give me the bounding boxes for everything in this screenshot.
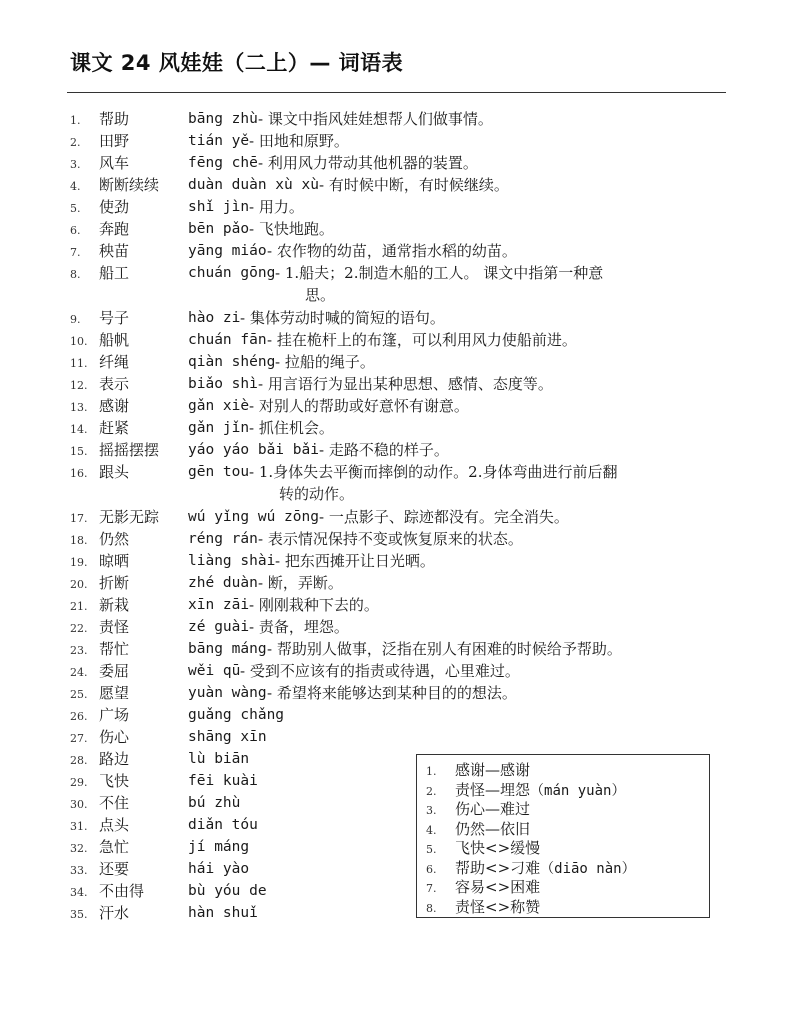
entry-number: 20. — [70, 578, 88, 591]
entry-number: 4. — [70, 180, 81, 193]
entry-definition: - 课文中指风娃娃想帮人们做事情。 — [258, 110, 493, 128]
entry-pinyin: shāng xīn — [188, 729, 267, 745]
entry-number: 27. — [70, 732, 88, 745]
entry-number: 18. — [70, 534, 88, 547]
entry-word: 使劲 — [99, 198, 130, 216]
title-divider — [67, 92, 726, 93]
pair-words: 伤心—难过 — [455, 800, 531, 818]
entry-word: 帮忙 — [99, 640, 130, 658]
pair-number: 5. — [426, 843, 437, 856]
entry-word: 还要 — [99, 860, 130, 878]
entry-pinyin: diǎn tóu — [188, 817, 258, 833]
pair-text — [455, 877, 540, 897]
entry-word: 奔跑 — [99, 220, 130, 238]
entry-number: 1. — [70, 114, 81, 127]
entry-number: 26. — [70, 710, 88, 723]
entry-pinyin: yāng miáo — [188, 243, 267, 259]
pair-pinyin: （diāo nàn） — [540, 860, 636, 877]
entry-definition: - 1.船夫；2.制造木船的工人。 课文中指第一种意 — [275, 264, 604, 282]
entry-definition: - 一点影子、踪迹都没有。完全消失。 — [319, 508, 569, 526]
entry-number: 5. — [70, 202, 81, 215]
entry-definition: - 刚刚栽种下去的。 — [249, 596, 379, 614]
entry-word: 无影无踪 — [99, 508, 160, 526]
entry-pinyin: shǐ jìn — [188, 199, 250, 215]
pair-text — [455, 819, 530, 839]
pair-number: 1. — [426, 765, 437, 778]
pair-pinyin: （mán yuàn） — [530, 782, 626, 799]
entry-number: 24. — [70, 666, 88, 679]
synonym-antonym-box — [416, 754, 710, 918]
pair-number: 6. — [426, 862, 437, 876]
entry-pinyin: wú yǐng wú zōng — [188, 509, 319, 525]
entry-word: 委屈 — [99, 662, 130, 680]
entry-number: 12. — [70, 379, 88, 392]
entry-definition: - 抓住机会。 — [249, 419, 334, 437]
entry-pinyin: bù yóu de — [188, 883, 267, 899]
pair-number: 4. — [426, 823, 437, 837]
entry-word: 纤绳 — [99, 353, 130, 371]
entry-pinyin: wěi qū — [188, 663, 241, 679]
entry-word: 急忙 — [99, 838, 130, 856]
entry-definition: - 田地和原野。 — [249, 132, 349, 150]
entry-number: 29. — [70, 776, 88, 789]
entry-number: 22. — [70, 622, 88, 635]
entry-definition: - 利用风力带动其他机器的装置。 — [258, 154, 478, 172]
entry-definition: - 用力。 — [249, 198, 304, 216]
entry-pinyin: xīn zāi — [188, 597, 250, 613]
entry-number: 7. — [70, 246, 81, 259]
entry-pinyin: bú zhù — [188, 795, 241, 811]
entry-pinyin: hàn shuǐ — [188, 905, 258, 921]
entry-word: 风车 — [99, 154, 130, 172]
entry-word: 帮助 — [99, 110, 130, 128]
entry-number: 19. — [70, 556, 88, 569]
entry-definition: - 表示情况保持不变或恢复原来的状态。 — [258, 530, 523, 548]
pair-words: 责怪—埋怨 — [455, 780, 531, 799]
entry-number: 3. — [70, 158, 81, 171]
entry-pinyin: bāng zhù — [188, 111, 258, 127]
entry-word: 摇摇摆摆 — [99, 441, 160, 459]
entry-pinyin: tián yě — [188, 133, 250, 149]
pair-text — [455, 858, 636, 879]
pair-text — [455, 838, 540, 858]
entry-definition-continued: 转的动作。 — [279, 485, 355, 503]
entry-definition: - 有时候中断，有时候继续。 — [319, 176, 509, 194]
entry-word: 伤心 — [99, 728, 130, 746]
entry-pinyin: gǎn jǐn — [188, 420, 250, 436]
entry-pinyin: gēn tou — [188, 464, 250, 480]
entry-number: 8. — [70, 268, 81, 281]
entry-word: 广场 — [99, 706, 130, 724]
entry-pinyin: fēi kuài — [188, 773, 258, 789]
entry-pinyin: hái yào — [188, 861, 250, 877]
entry-number: 9. — [70, 313, 81, 326]
pair-text — [455, 780, 625, 801]
entry-word: 田野 — [99, 132, 130, 150]
entry-pinyin: lù biān — [188, 751, 250, 767]
entry-word: 秧苗 — [99, 242, 130, 260]
entry-word: 表示 — [99, 375, 130, 393]
entry-pinyin: liàng shài — [188, 553, 276, 569]
entry-number: 2. — [70, 136, 81, 149]
entry-number: 30. — [70, 798, 88, 811]
entry-number: 21. — [70, 600, 88, 613]
pair-words: 仍然—依旧 — [455, 819, 531, 838]
pair-words: 感谢—感谢 — [455, 761, 531, 779]
entry-definition: - 挂在桅杆上的布篷，可以利用风力使船前进。 — [267, 331, 577, 349]
entry-word: 汗水 — [99, 904, 130, 922]
entry-pinyin: duàn duàn xù xù — [188, 177, 319, 193]
entry-word: 跟头 — [99, 463, 130, 481]
entry-number: 33. — [70, 864, 88, 877]
entry-definition: - 希望将来能够达到某种目的的想法。 — [267, 684, 517, 702]
entry-number: 17. — [70, 512, 88, 525]
entry-word: 愿望 — [99, 684, 130, 702]
entry-number: 25. — [70, 688, 88, 701]
entry-pinyin: biǎo shì — [188, 376, 258, 392]
entry-word: 不住 — [99, 794, 130, 812]
entry-pinyin: fēng chē — [188, 155, 258, 171]
entry-definition: - 集体劳动时喊的简短的语句。 — [240, 309, 445, 327]
entry-definition: - 拉船的绳子。 — [275, 353, 375, 371]
entry-word: 断断续续 — [99, 176, 160, 194]
entry-number: 15. — [70, 445, 88, 458]
entry-number: 23. — [70, 644, 88, 657]
entry-number: 16. — [70, 467, 88, 480]
entry-number: 14. — [70, 423, 88, 436]
entry-word: 赶紧 — [99, 419, 130, 437]
entry-number: 11. — [70, 357, 88, 370]
entry-pinyin: chuán fān — [188, 332, 267, 348]
entry-definition-continued: 思。 — [305, 286, 336, 304]
entry-number: 35. — [70, 908, 88, 921]
entry-definition: - 对别人的帮助或好意怀有谢意。 — [249, 397, 469, 415]
pair-words: 飞快<>缓慢 — [455, 839, 541, 857]
entry-pinyin: chuán gōng — [188, 265, 276, 281]
entry-number: 10. — [70, 335, 88, 348]
entry-number: 31. — [70, 820, 88, 833]
entry-definition: - 把东西摊开让日光晒。 — [275, 552, 435, 570]
entry-word: 船工 — [99, 264, 130, 282]
entry-word: 折断 — [99, 574, 130, 592]
entry-pinyin: bēn pǎo — [188, 221, 250, 237]
entry-definition: - 受到不应该有的指责或待遇，心里难过。 — [240, 662, 520, 680]
entry-pinyin: gǎn xiè — [188, 398, 250, 414]
pair-number: 3. — [426, 804, 437, 817]
entry-number: 6. — [70, 224, 81, 237]
entry-word: 新栽 — [99, 596, 130, 614]
entry-word: 晾晒 — [99, 552, 130, 570]
page-title: 课文 24 风娃娃（二上）— 词语表 — [70, 51, 404, 75]
entry-definition: - 断，弄断。 — [258, 574, 343, 592]
entry-pinyin: yáo yáo bǎi bǎi — [188, 442, 319, 458]
entry-word: 责怪 — [99, 618, 130, 636]
entry-definition: - 1.身体失去平衡而摔倒的动作。2.身体弯曲进行前后翻 — [249, 463, 618, 481]
entry-number: 28. — [70, 754, 88, 767]
entry-pinyin: guǎng chǎng — [188, 707, 285, 723]
entry-word: 船帆 — [99, 331, 130, 349]
pair-number: 8. — [426, 901, 437, 915]
entry-word: 飞快 — [99, 772, 130, 790]
entry-definition: - 用言语行为显出某种思想、感情、态度等。 — [258, 375, 553, 393]
entry-word: 路边 — [99, 750, 130, 768]
entry-pinyin: zé guài — [188, 619, 250, 635]
pair-number: 2. — [426, 784, 437, 798]
entry-pinyin: bāng máng — [188, 641, 267, 657]
pair-text — [455, 760, 530, 780]
entry-word: 不由得 — [99, 882, 145, 900]
entry-definition: - 飞快地跑。 — [249, 220, 334, 238]
entry-word: 号子 — [99, 309, 130, 327]
entry-pinyin: hào zi — [188, 310, 241, 326]
entry-definition: - 走路不稳的样子。 — [319, 441, 449, 459]
entry-pinyin: réng rán — [188, 531, 258, 547]
entry-definition: - 农作物的幼苗，通常指水稻的幼苗。 — [267, 242, 517, 260]
entry-pinyin: zhé duàn — [188, 575, 258, 591]
entry-number: 32. — [70, 842, 88, 855]
entry-word: 点头 — [99, 816, 130, 834]
entry-number: 13. — [70, 401, 88, 414]
pair-words: 帮助<>刁难 — [455, 858, 541, 877]
pair-number: 7. — [426, 882, 437, 895]
entry-word: 仍然 — [99, 530, 130, 548]
entry-word: 感谢 — [99, 397, 130, 415]
entry-number: 34. — [70, 886, 88, 899]
entry-definition: - 责备，埋怨。 — [249, 618, 349, 636]
entry-definition: - 帮助别人做事，泛指在别人有困难的时候给予帮助。 — [267, 640, 622, 658]
pair-text — [455, 799, 530, 819]
entry-pinyin: yuàn wàng — [188, 685, 267, 701]
entry-pinyin: jí máng — [188, 839, 250, 855]
entry-pinyin: qiàn shéng — [188, 354, 276, 370]
pair-text — [455, 897, 540, 917]
pair-words: 责怪<>称赞 — [455, 897, 541, 916]
pair-words: 容易<>困难 — [455, 878, 541, 896]
